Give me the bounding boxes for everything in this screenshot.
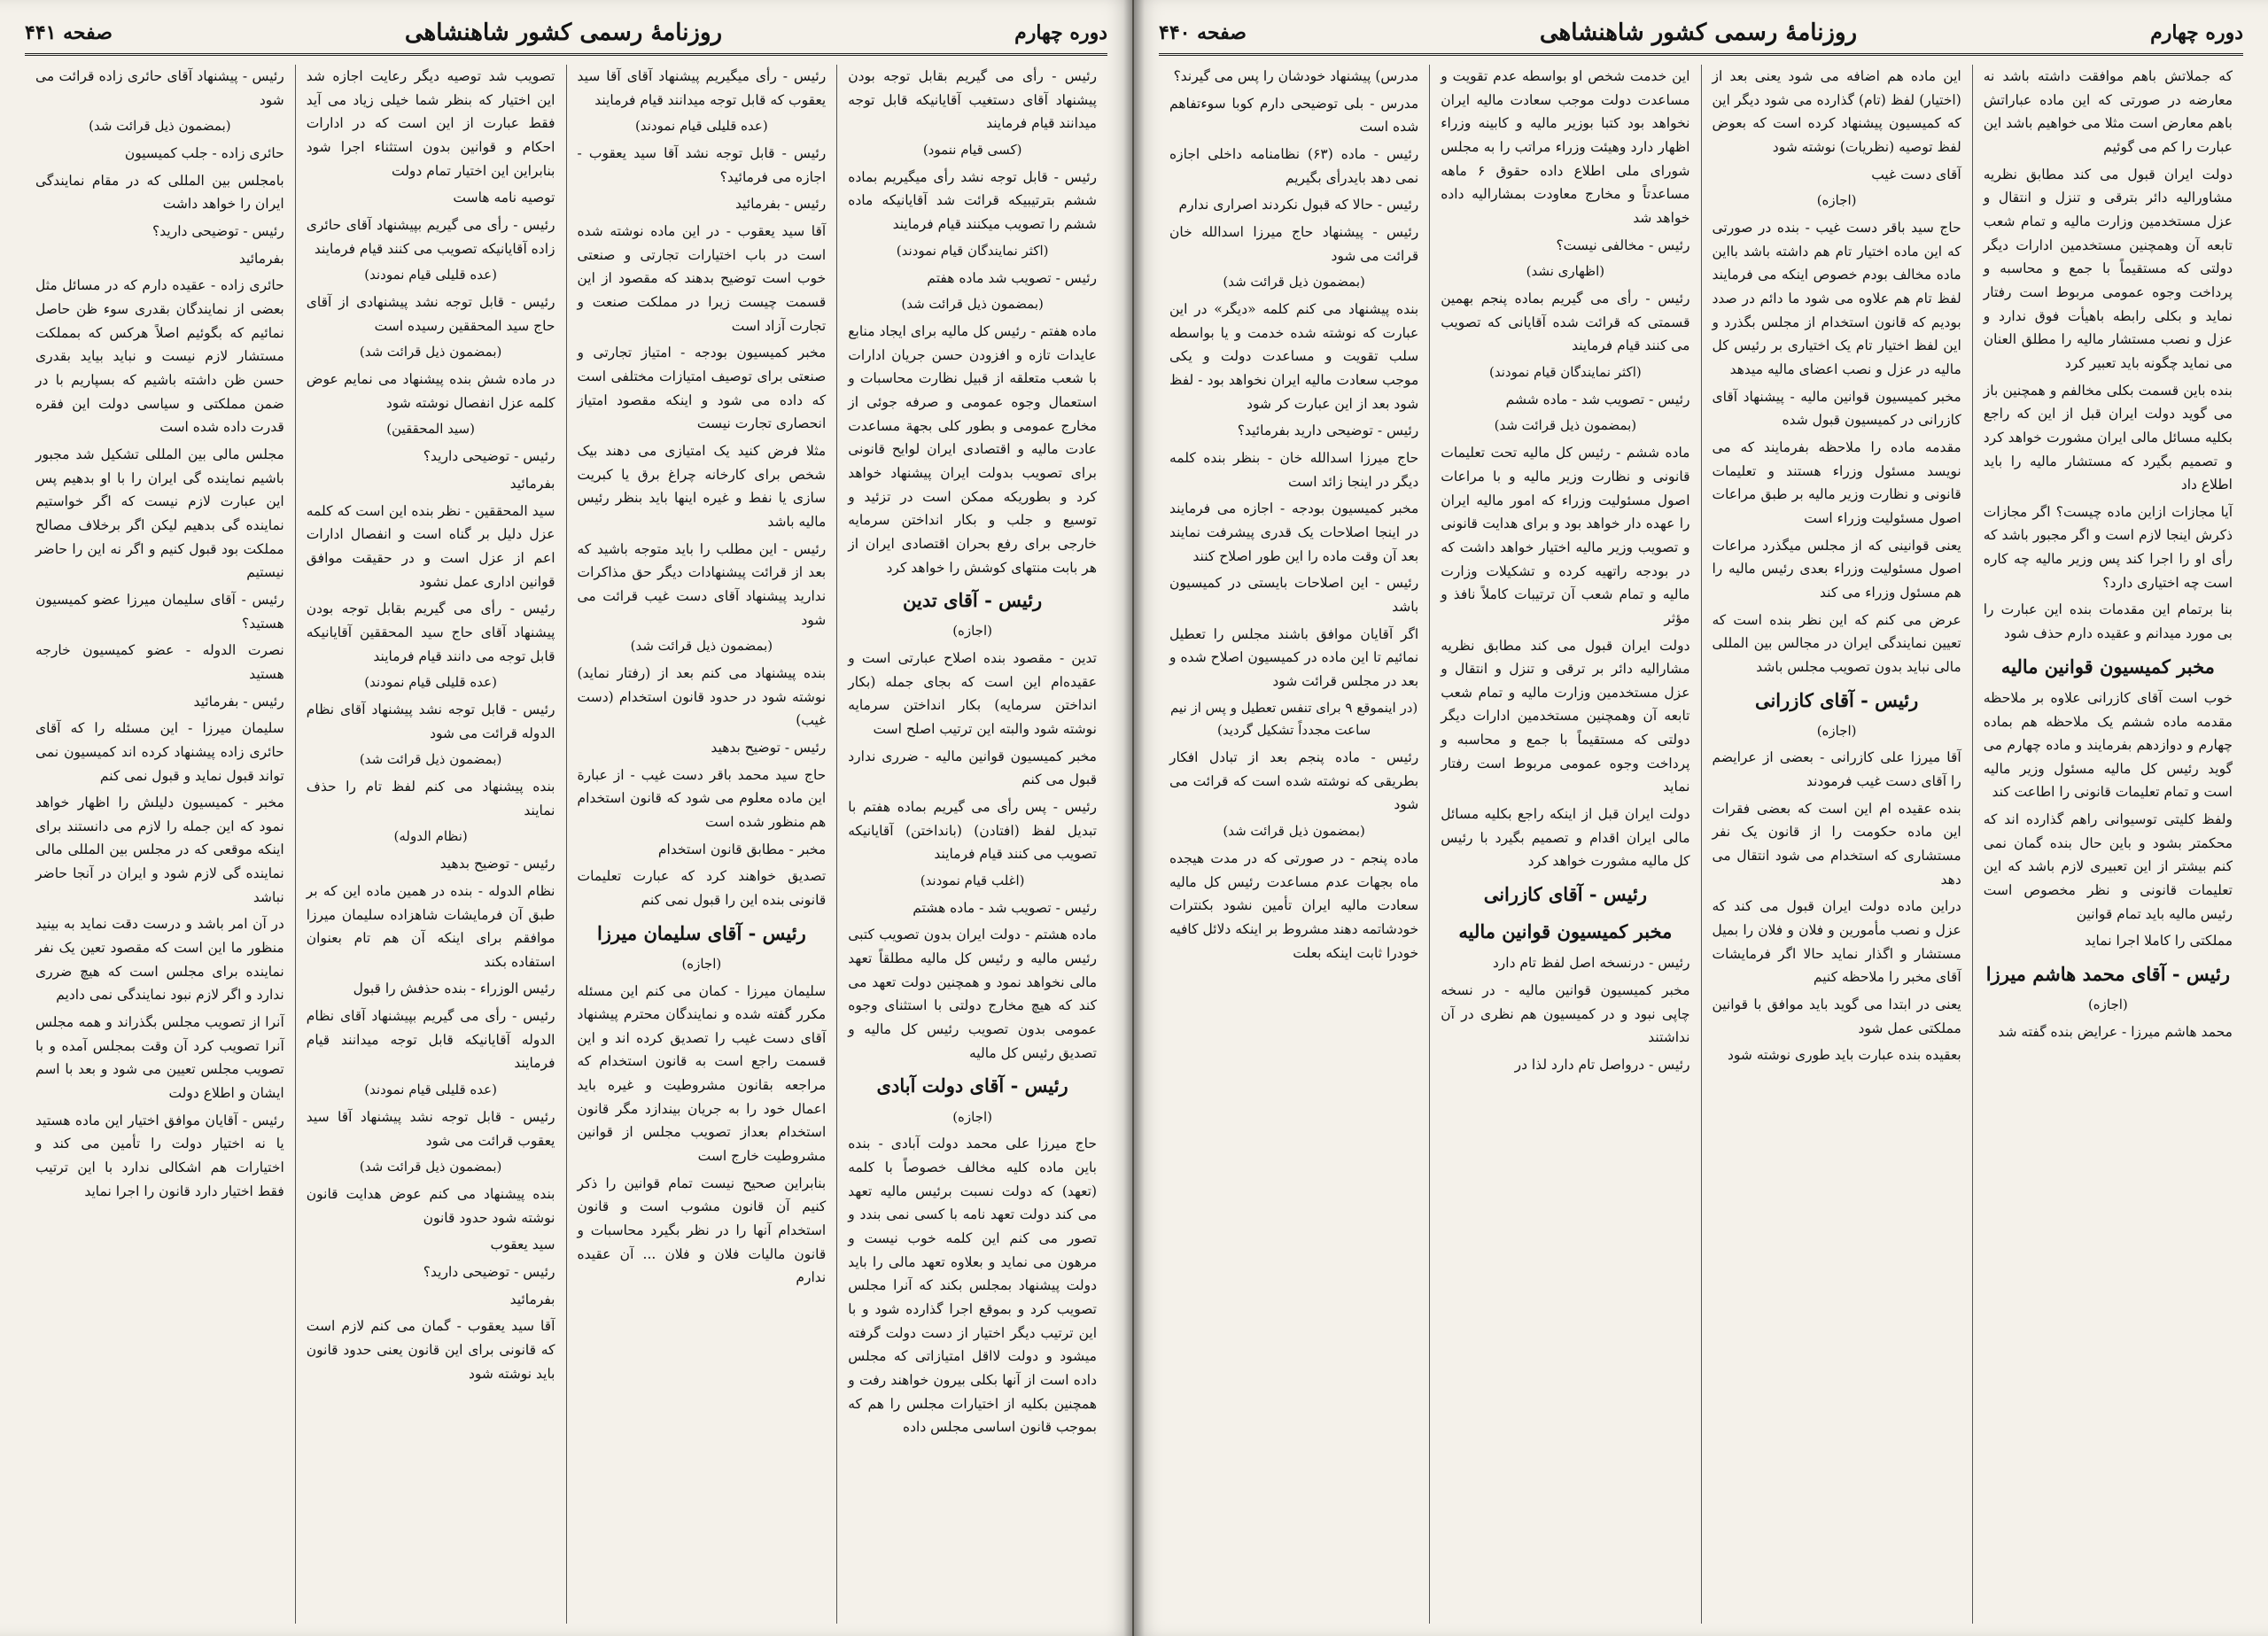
column-paragraph: دولت ایران قبول می کند مطابق نظریه مشاورالیه دائر بترقی و تنزل و انتقال و عزل مستخدمین وزارت مالیه و تمام شعب تابعه آن وهمچنین مستخدمین ادارات دیگر دولتی که مستقیماً با جمع و محاسبه و پرداخت وجوه عمومی مربوط است رفتار نماید و بکلی رابطه باهیأت فوق ندارد و عزل و نصب مستشار مالیه را مطلق العنان می نماید چگونه باید تعبیر کرد: [1983, 166, 2233, 371]
column-paragraph: بفرمائید: [509, 475, 555, 492]
column-paragraph: دراین ماده دولت ایران قبول می کند که عزل و نصب مأمورین و فلان و فلان را بمیل مستشار و اگذار نماید حالا اگر فرمایشات آقای مخبر را ملاحظه کنیم: [1712, 898, 1961, 986]
column-paragraph: رئیس - پیشنهاد حاج میرزا اسدالله خان قرائت می شود: [1169, 223, 1419, 264]
column-paragraph: بفرمائید: [238, 250, 284, 267]
column-paragraph: مدرس) پیشنهاد خودشان را پس می گیرند؟: [1173, 68, 1419, 84]
column-paragraph: مدرس - بلی توضیحی دارم کوبا سوءتفاهم شده است: [1169, 95, 1419, 136]
column-paragraph: رئیس - توضیحی دارید بفرمائید؟: [1237, 423, 1419, 439]
column-paragraph: توصیه نامه هاست: [453, 190, 555, 206]
column-paragraph: بفرمائید: [509, 1291, 555, 1307]
column-paragraph: رئیس - رأی می گیریم بپیشنهاد آقای نظام الدوله آقایانیکه قابل توجه میدانند قیام فرمایند: [306, 1008, 555, 1072]
column-paragraph: (اظهاری نشد): [1526, 263, 1605, 280]
page-440-columns: [1159, 65, 2243, 1624]
column-paragraph: سلیمان میرزا - این مسئله را که آقای حائری زاده پیشنهاد کرده اند کمیسیون نمی تواند قبول نماید و قبول نمی کنم: [35, 720, 284, 784]
column-paragraph: بنابراین صحیح نیست تمام قوانین را ذکر کنیم آن قانون مشوب است و قانون استخدام آنها را در نظر بگیرد محاسبات و قانون مالیات فلان و فلان ... آن عقیده ندارم: [577, 1175, 827, 1286]
column-paragraph: (بمضمون ذیل قرائت شد): [89, 118, 231, 135]
page-441-columns: [25, 65, 1107, 1624]
column-paragraph: مخبر کمیسیون قوانین مالیه: [2000, 655, 2215, 678]
header-period: دوره چهارم: [1014, 21, 1107, 44]
column-paragraph: رئیس - قابل توجه نشد رأی میگیریم بماده ششم بترتیبیکه قرائت شد آقایانیکه ماده ششم را تصویب میکنند قیام فرمایند: [848, 168, 1097, 233]
column-paragraph: رئیس - تصویب شد - ماده هشتم: [913, 899, 1097, 916]
column-paragraph: رئیس - ماده (۶۳) نظامنامه داخلی اجازه نمی دهد بایدرأی بگیریم: [1169, 145, 1419, 186]
column-paragraph: رئیس - آقای دولت آبادی: [876, 1074, 1068, 1097]
column-paragraph: رئیس - توضیحی دارید؟: [423, 1263, 555, 1280]
column-paragraph: (عده قلیلی قیام نمودند): [364, 267, 497, 283]
column-paragraph: (اجازه): [681, 955, 722, 972]
column-paragraph: سلیمان میرزا - کمان می کنم این مسئله مکرر گفته شده و نمایندگان محترم پیشنهاد آقای دست غیب را تصدیق کرده اند و این قسمت راجع است به قانون استخدام که مراجعه بقانون مشروطیت و غیره باید اعمال خود را به جریان بیندازد مگر قانون استخدام بعداز تصویب مجلس از قوانین مشروطیت خارج است: [577, 982, 827, 1165]
column-paragraph: حاج سید باقر دست غیب - بنده در صورتی که این ماده اختیار تام هم داشته باشد بااین ماده مخالف بودم خصوص اینکه می فرمایند لفظ تام هم علاوه می شود ما دائم در صدد بودیم که قانون استخدام از مجلس بگذرد و این لفظ اختیار تام یک اختیاری بر رئیس کل مالیه در عزل و نصب اعضای مالیه میدهد: [1712, 220, 1961, 378]
column-paragraph: بنده پیشنهاد می کنم بعد از (رفتار نماید) نوشته شود در حدود قانون استخدام (دست غیب): [577, 665, 827, 729]
column-paragraph: سید المحققین - نظر بنده این است که کلمه عزل دلیل بر گناه است و انفصال ادارات اعم از عزل است و در حقیقت موافق قوانین اداری عمل نشود: [306, 502, 555, 590]
column-paragraph: دولت ایران قبول می کند مطابق نظریه مشارالیه دائر بر ترقی و تنزل و انتقال و عزل مستخدمین وزارت مالیه و تمام شعب تابعه آن وهمچنین مستخدمین ادارات دیگر دولتی که مستقیماً با جمع و محاسبه و پرداخت وجوه عمومی مربوط است رفتار نماید: [1441, 637, 1690, 795]
column-paragraph: تصویب شد توصیه دیگر رعایت اجازه شد این اختیار که بنظر شما خیلی زیاد می آید فقط عبارت از این است که در ادارات احکام و قوانین بدون استثناء اجرا شود بنابراین این اختیار تمام دولت: [306, 68, 555, 179]
column-paragraph: رئیس - رأی می گیریم بپیشنهاد آقای حائری زاده آقایانیکه تصویب می کنند قیام فرمایند: [306, 216, 555, 257]
column-paragraph: مثلا فرض کنید یک امتیازی می دهند بیک شخص برای کارخانه چراغ برق یا کبریت سازی یا نفط و غیره اینها باید بنظر رئیس مالیه باشد: [577, 442, 827, 530]
column-paragraph: مخبر کمیسیون قوانین مالیه - ضرری ندارد قبول می کنم: [848, 748, 1097, 788]
column-paragraph: حائری زاده - جلب کمیسیون: [124, 145, 284, 162]
text-column: [566, 65, 837, 1624]
column-paragraph: بنده عقیده ام این است که بعضی فقرات این ماده حکومت را از قانون یک نفر مستشاری که استخدام می شود انتقال می دهد: [1712, 800, 1961, 888]
column-paragraph: در آن امر باشد و درست دقت نماید به بینید منظور ما این است که مقصود تعین یک نفر نماینده برای مجلس است که هیچ ضرری ندارد و اگر لازم نبود نمایندگی نمی دادیم: [35, 916, 284, 1004]
text-column: [1429, 65, 1700, 1624]
column-paragraph: رئیس - درنسخه اصل لفظ تام دارد: [1492, 955, 1690, 972]
column-paragraph: مقدمه ماده را ملاحظه بفرمایند که می نویسد مسئول وزراء هستند و تعلیمات قانونی و نظارت وزیر مالیه بر طبق مراعات اصول مسئولیت وزراء است: [1712, 438, 1961, 526]
column-paragraph: ولفظ کلیتی توسیوانی راهم گذارده اند که محکمتر بشود و باین حال بنده گمان نمی کنم بیشتر از این تعبیری لازم باشد که این تعلیمات قانونی و نظر مخصوص است رئیس مالیه باید تمام قوانین: [1983, 811, 2233, 922]
column-paragraph: رئیس - آقایان موافق اختیار این ماده هستید یا نه اختیار دولت را تأمین می کند و اختیارات هم اشکالی ندارد با این ترتیب فقط اختیار دارد قانون را اجرا نماید: [35, 1112, 284, 1199]
column-paragraph: (اکثر نمایندگان قیام نمودند): [896, 242, 1049, 259]
column-paragraph: دولت ایران قبل از اینکه راجع بکلیه مسائل مالی ایران اقدام و تصمیم بگیرد با رئیس کل مالیه مشورت خواهد کرد: [1441, 806, 1690, 870]
column-paragraph: رئیس - آقای تدین: [903, 589, 1043, 612]
column-paragraph: این ماده هم اضافه می شود یعنی بعد از (اختیار) لفظ (تام) گذارده می شود دیگر این که کمیسیون پیشنهاد کرده است که بعوض لفظ توصیه (نظریات) نوشته شود: [1712, 68, 1961, 155]
column-paragraph: رئیس - رأی میگیریم پیشنهاد آقای آقا سید یعقوب که قابل توجه میدانند قیام فرمایند: [577, 68, 827, 108]
column-paragraph: آنرا از تصویب مجلس بگذراند و همه مجلس آنرا تصویب کرد آن وقت بمجلس آمده و با تصویب مجلس تعیین می شود و بعد با اسم ایشان و اطلاع دولت: [35, 1014, 284, 1102]
column-paragraph: ماده پنجم - در صورتی که در مدت هیجده ماه بجهات عدم مساعدت رئیس کل مالیه سعادت مالیه ایران تأمین نشود بکنترات خودشاتمه دهند مشروط بر اینکه دلائل کافیه خودرا ثابت اینکه بعلت: [1169, 849, 1419, 961]
column-paragraph: بنده پیشنهاد می کنم لفظ تام را حذف نمایند: [306, 779, 555, 818]
column-paragraph: رئیس - مخالفی نیست؟: [1556, 236, 1690, 253]
column-paragraph: (عده قلیلی قیام نمودند): [635, 118, 768, 135]
column-paragraph: (بمضمون ذیل قرائت شد): [630, 638, 773, 655]
column-paragraph: رئیس - رأی می گیریم بماده پنجم بهمین قسمتی که قرائت شده آقایانی که تصویب می کنند قیام فرمایند: [1441, 291, 1690, 354]
column-paragraph: (کسی قیام ننمود): [922, 141, 1022, 158]
column-paragraph: که جملاتش باهم موافقت داشته باشد نه معارضه در صورتی که این ماده عباراتش باهم معارض است مثلا می خواهیم باشد این عبارت را کم می گوئیم: [1983, 68, 2233, 155]
column-paragraph: نصرت الدوله - عضو کمیسیون خارجه هستید: [35, 642, 284, 682]
column-paragraph: رئیس - رأی می گیریم بقابل توجه بودن پیشنهاد آقای حاج سید المحققین آقایانیکه قابل توجه می دانند قیام فرمایند: [306, 601, 555, 664]
page-440-header: [1159, 12, 2243, 56]
column-paragraph: (بمضمون ذیل قرائت شد): [1494, 417, 1637, 434]
column-paragraph: سید یعقوب: [490, 1237, 555, 1253]
column-paragraph: آقای دست غیب: [1871, 166, 1961, 182]
column-paragraph: بنا برتمام این مقدمات بنده این عبارت را بی مورد میدانم و عقیده دارم حذف شود: [1983, 601, 2233, 642]
column-paragraph: رئیس - این اصلاحات بایستی در کمیسیون باشد: [1169, 575, 1419, 615]
header-paper-title: روزنامهٔ رسمی کشور شاهنشاهی: [1539, 19, 1858, 46]
column-paragraph: مخبر کمیسیون قوانین مالیه - پیشنهاد آقای کازرانی در کمیسیون قبول شده: [1712, 388, 1961, 429]
column-paragraph: (سید المحققین): [386, 421, 475, 438]
column-paragraph: خوب است آقای کازرانی علاوه بر ملاحظه مقدمه ماده ششم یک ملاحظه هم بماده چهارم و دوازدهم بفرمایند و ماده چهارم می گوید رئیس کل مالیه مسئول وزیر مالیه است و تمام تعلیمات قانونی را اطاعت کند: [1983, 689, 2233, 801]
column-paragraph: رئیس - قابل توجه نشد پیشنهاد آقای نظام الدوله قرائت می شود: [306, 701, 555, 741]
column-paragraph: (اکثر نمایندگان قیام نمودند): [1489, 364, 1642, 381]
column-paragraph: (بمضمون ذیل قرائت شد): [359, 344, 502, 361]
column-paragraph: (عده قلیلی قیام نمودند): [364, 674, 497, 691]
column-paragraph: بنده باین قسمت بکلی مخالفم و همچنین باز می گوید دولت ایران قبل از این که راجع بکلیه مسائل مالی ایران مشورت خواهد کرد و تصمیم بگیرد که مستشار مالیه را باید اطلاع داد: [1983, 382, 2233, 493]
column-paragraph: مخبر کمیسیون بودجه - اجازه می فرمایند در اینجا اصلاحات یک قدری پیشرفت نمایند بعد آن وقت ماده را این طور اصلاح کنند: [1169, 500, 1419, 564]
column-paragraph: اگر آقایان موافق باشند مجلس را تعطیل نمائیم تا این ماده در کمیسیون اصلاح شده و بعد در مجلس قرائت شود: [1169, 625, 1419, 689]
page-441-header: [25, 12, 1107, 56]
column-paragraph: مخبر کمیسیون قوانین مالیه - در نسخه چاپی نبود و در کمیسیون هم نظری در آن نداشتند: [1441, 981, 1690, 1046]
column-paragraph: این خدمت شخص او بواسطه عدم تقویت و مساعدت دولت موجب سعادت مالیه ایران نخواهد بود کتبا بوزیر مالیه و کابینه وزراء اظهار دارد وهیئت وزراء مراتب را به مجلس شورای ملی اطلاع داده حقوق ۶ ماهه مساعدتاً و مخارج معاودت بمشارالیه داده خواهد شد: [1441, 68, 1690, 226]
column-paragraph: رئیس - درواصل تام دارد لذا در: [1514, 1056, 1690, 1073]
column-paragraph: ماده هشتم - دولت ایران بدون تصویب کتبی رئیس مالیه و رئیس کل مالیه مطلقاً تعهد مالی نخواهد نمود و همچنین دولت تعهد می کند که هیچ مخارج دولتی با استثنای وجوه عمومی بدون تصویب رئیس کل مالیه و تصدیق رئیس کل مالیه: [848, 927, 1097, 1061]
page-440: [1134, 0, 2268, 1636]
column-paragraph: مخبر - کمیسیون دلیلش را اظهار خواهد نمود که این جمله را لازم می دانستند برای اینکه موقعی که در مجلس بین المللی مالی نماینده گی لازم شود و ایران در آنجا حاضر نباشد: [35, 795, 284, 905]
column-paragraph: رئیس - توضیح بدهید: [439, 856, 555, 872]
column-paragraph: رئیس - پیشنهاد آقای حائری زاده قرائت می شود: [35, 68, 284, 108]
column-paragraph: رئیس - قابل توجه نشد آقا سید یعقوب - اجازه می فرمائید؟: [577, 145, 827, 185]
column-paragraph: رئیس - بفرمائید: [735, 196, 827, 213]
column-paragraph: نظام الدوله - بنده در همین ماده این که بر طبق آن فرمایشات شاهزاده سلیمان میرزا موافقم برای اینکه آن هم تام بعنوان استفاده بکند: [306, 882, 555, 970]
column-paragraph: رئیس - تصویب شد ماده هفتم: [927, 269, 1097, 286]
header-period: دوره چهارم: [2150, 21, 2243, 44]
column-paragraph: ماده هفتم - رئیس کل مالیه برای ایجاد منابع عایدات تازه و افزودن حسن جریان ادارات با شعب متعلقه از قبیل نظارت محاسبات و استعمال وجوه عمومی و صرفه جوئی از مخارج عمومی و بطور کلی بجهة مساعدت عادت مالیه و اقتصادی ایران لوایح قانونی برای تصویب بدولت ایران پیشنهاد خواهد کرد و بطوریکه ممکن است در تزئید و توسیع و جلب و بکار انداختن سرمایه خارجی برای رفع بحران اقتصادی ایران از هر بابت منتهای کوشش را خواهد کرد: [848, 322, 1097, 576]
column-paragraph: (اجازه): [952, 1108, 993, 1125]
column-paragraph: (بمضمون ذیل قرائت شد): [359, 1159, 502, 1175]
column-paragraph: رئیس - تصویب شد - ماده ششم: [1505, 391, 1690, 407]
column-paragraph: رئیس - توضیحی دارید؟: [423, 448, 555, 465]
column-paragraph: آقا میرزا علی کازرانی - بعضی از عرایضم را آقای دست غیب فرمودند: [1712, 749, 1961, 790]
column-paragraph: (اجازه): [2087, 996, 2128, 1013]
column-paragraph: رئیس - قابل توجه نشد پیشنهاد آقا سید یعقوب قرائت می شود: [306, 1108, 555, 1149]
column-paragraph: آقا سید یعقوب - گمان می کنم لازم است که قانونی برای این قانون یعنی حدود قانون باید نوشته شود: [306, 1318, 555, 1382]
column-paragraph: (اغلب قیام نمودند): [920, 872, 1025, 889]
column-paragraph: (در اینموقع ۹ برای تنفس تعطیل و پس از نیم ساعت مجدداً تشکیل گردید): [1170, 699, 1418, 739]
column-paragraph: رئیس - آقای سلیمان میرزا عضو کمیسیون هستید؟: [35, 591, 284, 632]
column-paragraph: رئیس - آقای محمد هاشم میرزا: [1985, 963, 2230, 986]
column-paragraph: رئیس - پس رأی می گیریم بماده هفتم با تبدیل لفظ (افتادن) (بانداختن) آقایانیکه تصویب می کنند قیام فرمایند: [848, 799, 1097, 863]
column-paragraph: رئیس - آقای کازرانی: [1754, 688, 1919, 711]
column-paragraph: ماده ششم - رئیس کل مالیه تحت تعلیمات قانونی و نظارت وزیر مالیه و با مراعات اصول مسئولیت وزراء که امور مالیه ایران را عهده دار خواهد بود و برای هدایت قانونی و تصویب وزیر مالیه اختیار خواهد داشت که در بودجه راتهیه کرده و تشکیلات وزارت مالیه و تمام شعب آن ترتیبات کاملاً نافذ و مؤثر: [1441, 445, 1690, 626]
header-page-number: صفحه ۴۴۱: [25, 21, 113, 44]
column-paragraph: رئیس - ماده پنجم بعد از تبادل افکار بطریقی که نوشته شده است که قرائت می شود: [1169, 749, 1419, 813]
header-page-number: صفحه ۴۴۰: [1159, 21, 1247, 44]
column-paragraph: حاج میرزا اسدالله خان - بنظر بنده کلمه دیگر در اینجا زائد است: [1169, 449, 1419, 490]
column-paragraph: (بمضمون ذیل قرائت شد): [359, 751, 502, 768]
column-paragraph: رئیس - این مطلب را باید متوجه باشید که بعد از قرائت پیشنهادات دیگر حق مذاکرات ندارید پیشنهاد آقای دست غیب قرائت می شود: [577, 540, 827, 628]
column-paragraph: رئیس - قابل توجه نشد پیشنهادی از آقای حاج سید المحققین رسیده است: [306, 294, 555, 334]
column-paragraph: در ماده شش بنده پیشنهاد می نمایم عوض کلمه عزل انفصال نوشته شود: [306, 371, 555, 411]
column-paragraph: مخبر کمیسیون قوانین مالیه: [1458, 920, 1673, 943]
text-column: [836, 65, 1107, 1624]
column-paragraph: مخبر کمیسیون بودجه - امتیاز تجارتی و صنعتی برای توصیف امتیازات مختلفی است که داده می شود و اینکه مقصود امتیاز انحصاری تجارت نیست: [577, 345, 827, 432]
column-paragraph: (بمضمون ذیل قرائت شد): [1223, 274, 1365, 291]
text-column: [295, 65, 566, 1624]
column-paragraph: رئیس - آقای سلیمان میرزا: [596, 921, 806, 944]
column-paragraph: محمد هاشم میرزا - عرایض بنده گفته شد: [1998, 1023, 2233, 1040]
column-paragraph: رئیس - آقای کازرانی: [1483, 883, 1648, 906]
column-paragraph: (اجازه): [1816, 192, 1857, 209]
column-paragraph: تدین - مقصود بنده اصلاح عبارتی است و عقیده‌ام این است که بجای جمله (بکار انداختن سرمایه) بکار انداختن سرمایه نوشته شود والبته این ترتیب اصلح است: [848, 650, 1097, 738]
column-paragraph: (اجازه): [952, 623, 993, 640]
column-paragraph: (نظام الدوله): [393, 828, 468, 845]
column-paragraph: (عده قلیلی قیام نمودند): [364, 1082, 497, 1098]
column-paragraph: مجلس مالی بین المللی تشکیل شد مجبور باشیم نماینده گی ایران را با او بدهیم پس این عبارت لازم نیست که اگر خواستیم نماینده گی بدهیم لیکن اگر برخلاف مصالح مملکت بود قبول کنیم و اگر نه این را حاضر نیستیم: [35, 446, 284, 581]
text-column: [1972, 65, 2243, 1624]
column-paragraph: بنده پیشنهاد می کنم عوض هدایت قانون نوشته شود حدود قانون: [306, 1186, 555, 1226]
column-paragraph: حاج میرزا علی محمد دولت آبادی - بنده باین ماده کلیه مخالف خصوصاً با کلمه (تعهد) که دولت نسبت برئیس مالیه تعهد می کند دولت تعهد نامه با کسی نمی بندد و تصور می کنم این کلمه خوب نیست و مرهون می نماید و بعلاوه تعهد مالی را باید دولت پیشنهاد بمجلس بکند که آنرا مجلس تصویب کرد و بموقع اجرا گذارده شود و با این ترتیب دیگر اختیار از دست دولت گرفته میشود و دولت لااقل امتیازاتی که مجلس داده است از آنها بکلی بیرون خواهند رفت و همچنین بکلیه از اختیارات مجلس را هم که بموجب قانون اساسی مجلس داده: [848, 1136, 1097, 1436]
column-paragraph: مخبر - مطابق قانون استخدام: [657, 841, 827, 857]
column-paragraph: یعنی قوانینی که از مجلس میگذرد مراعات اصول مسئولیت وزراء بعدی رئیس مالیه را هم مسئول وزراء می کند: [1712, 537, 1961, 601]
column-paragraph: (اجازه): [1816, 722, 1857, 739]
column-paragraph: تصدیق خواهند کرد که عبارت تعلیمات قانونی بنده این را قبول نمی کنم: [577, 868, 827, 908]
column-paragraph: رئیس - توضیح بدهید: [711, 740, 827, 756]
header-paper-title: روزنامهٔ رسمی کشور شاهنشاهی: [404, 19, 723, 46]
column-paragraph: (بمضمون ذیل قرائت شد): [1223, 823, 1365, 840]
column-paragraph: رئیس - بفرمائید: [193, 693, 284, 709]
column-paragraph: رئیس - حالا که قبول نکردند اصراری ندارم: [1178, 197, 1419, 213]
column-paragraph: رئیس - رأی می گیریم بقابل توجه بودن پیشنهاد آقای دستغیب آقایانیکه قابل توجه میدانند قیام فرمایند: [848, 68, 1097, 132]
column-paragraph: رئیس - توضیحی دارید؟: [152, 223, 284, 240]
column-paragraph: بنده پیشنهاد می کنم کلمه «دیگر» در این عبارت که نوشته شده خدمت و یا بواسطه سلب تقویت و مساعدت دولت و یکی موجب سعادت مالیه ایران نخواهد بود - لفظ شود بعد از این عبارت کر شود: [1169, 301, 1419, 412]
column-paragraph: حاج سید محمد باقر دست غیب - از عبارة این ماده معلوم می شود که قانون استخدام هم منظور شده است: [577, 766, 827, 830]
column-paragraph: (بمضمون ذیل قرائت شد): [901, 296, 1044, 313]
text-column: [25, 65, 295, 1624]
column-paragraph: رئیس الوزراء - بنده حذفش را قبول: [353, 981, 555, 997]
column-paragraph: بامجلس بین المللی که در مقام نمایندگی ایران را خواهد داشت: [35, 172, 284, 213]
column-paragraph: مملکتی را کاملا اجرا نماید: [2085, 933, 2233, 950]
column-paragraph: حائری زاده - عقیده دارم که در مسائل مثل بعضی از نمایندگان بقدری سوء ظن حاصل نمائیم که بگوئیم اصلاً هرکس که بمملکت مستشار لازم نیست و نباید بیاید بقدری حسن ظن داشته باشیم که بسپاریم با در ضمن مملکتی و سیاسی دولت این فقره قدرت داده شده است: [35, 277, 284, 436]
column-paragraph: یعنی در ابتدا می گوید باید موافق با قوانین مملکتی عمل شود: [1712, 996, 1961, 1036]
column-paragraph: بعقیده بنده عبارت باید طوری نوشته شود: [1728, 1047, 1961, 1064]
text-column: [1159, 65, 1429, 1624]
column-paragraph: آقا سید یعقوب - در این ماده نوشته شده است در باب اختیارات تجارتی و صنعتی خوب است توضیح بدهند که مقصود از این قسمت چیست زیرا در مملکت صنعت و تجارت آزاد است: [577, 223, 827, 334]
column-paragraph: عرض می کنم که این نظر بنده است که تعیین نمایندگی ایران در مجالس بین المللی مالی نباید بدون تصویب مجلس باشد: [1712, 611, 1961, 675]
text-column: [1701, 65, 1972, 1624]
column-paragraph: آیا مجازات ازاین ماده چیست؟ اگر مجازات ذکرش اینجا لازم است و اگر مجبور باشد که رأی او را اجرا کند پس وزیر مالیه چه کاره است چه اختیاری دارد؟: [1983, 503, 2233, 591]
